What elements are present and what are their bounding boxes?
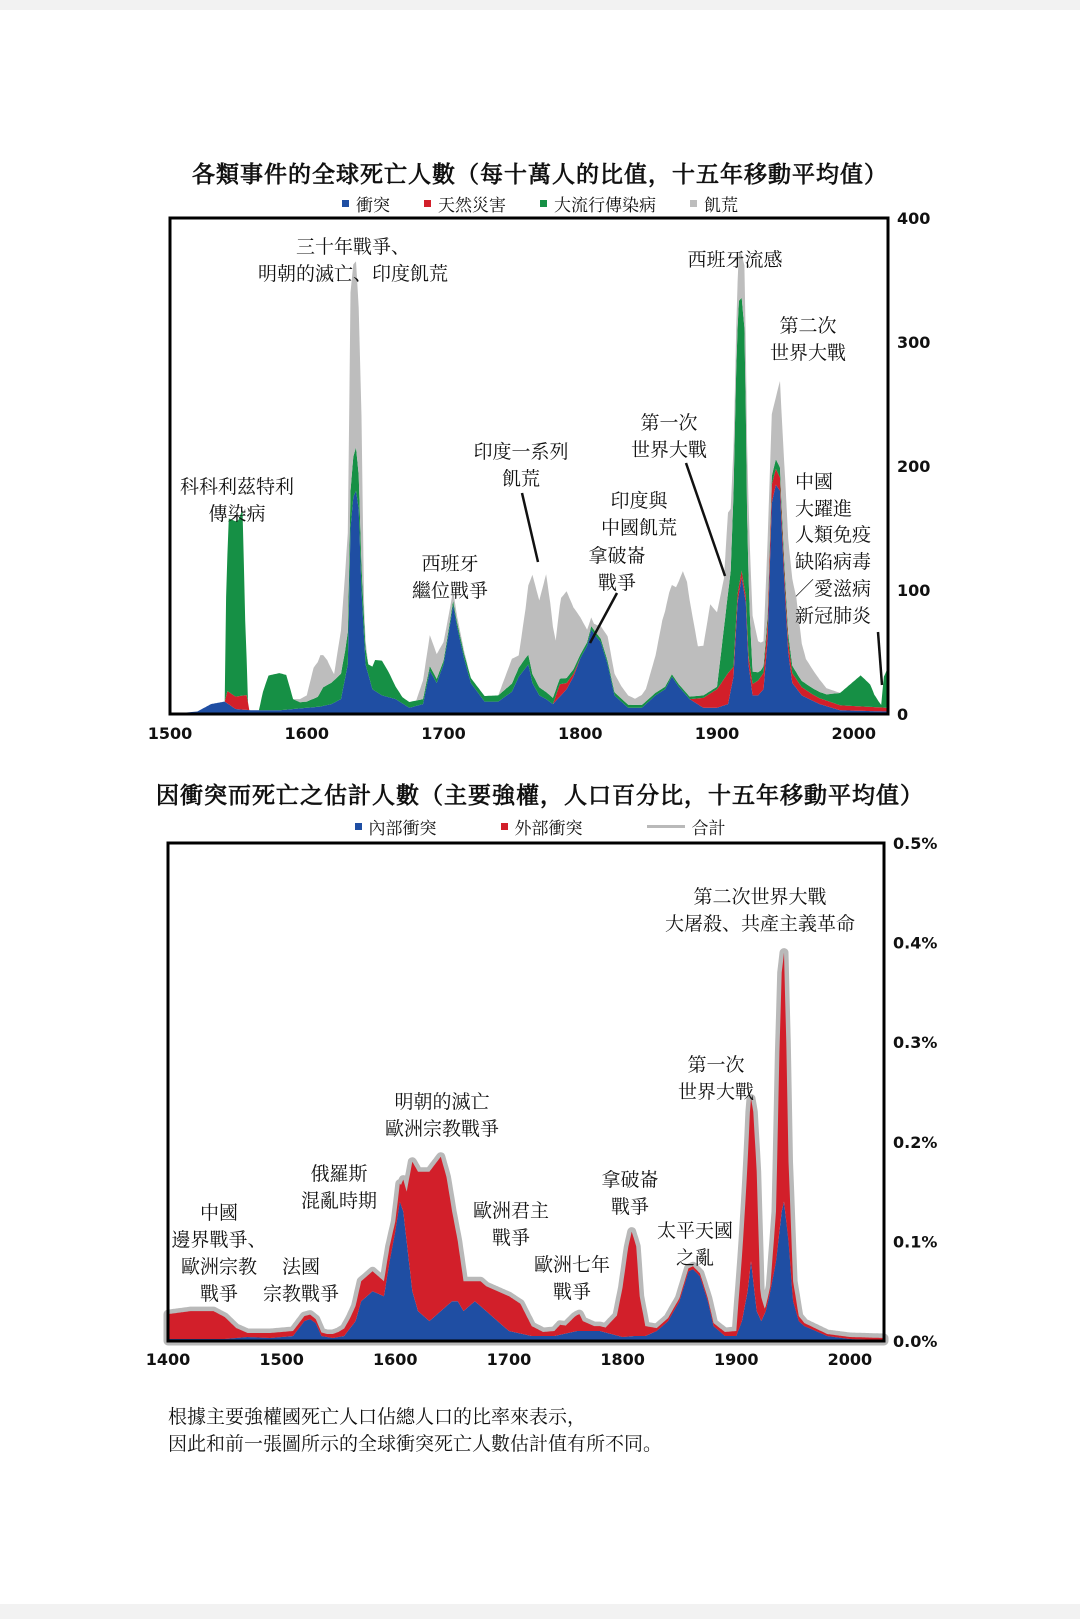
y-tick-label: 400 xyxy=(897,209,931,228)
annotation-label xyxy=(657,1220,733,1269)
annotation-line: 世界大戰 xyxy=(769,342,847,364)
annotation-line: 邊界戰爭、 xyxy=(171,1229,267,1251)
annotation-line: 之亂 xyxy=(675,1247,715,1269)
annotation-line: 宗教戰爭 xyxy=(262,1283,340,1305)
annotation-line: 中國飢荒 xyxy=(600,517,678,539)
annotation-line: 歐洲宗教 xyxy=(180,1256,258,1278)
x-tick-label: 1900 xyxy=(694,724,740,743)
page xyxy=(0,10,1080,1604)
y-tick-label: 300 xyxy=(897,333,931,352)
chart1-title: 各類事件的全球死亡人數（每十萬人的比值，十五年移動平均值） xyxy=(192,162,888,188)
annotation-line: 拿破崙 xyxy=(588,545,646,567)
y-tick-label: 100 xyxy=(897,581,931,600)
x-tick-label: 2000 xyxy=(831,724,877,743)
chart2-title: 因衝突而死亡之估計人數（主要強權，人口百分比，十五年移動平均值） xyxy=(156,783,924,809)
annotation-label xyxy=(263,1256,339,1305)
annotation-line: 俄羅斯 xyxy=(310,1163,368,1185)
annotation-line: 新冠肺炎 xyxy=(795,605,872,627)
annotation-line: 人類免疫 xyxy=(795,524,872,546)
annotation-line: 缺陷病毒 xyxy=(795,551,872,573)
legend-label: 外部衝突 xyxy=(514,819,583,839)
annotation-line: 明朝的滅亡 xyxy=(394,1091,490,1113)
annotation-label xyxy=(534,1254,610,1303)
annotation-line: 明朝的滅亡、印度飢荒 xyxy=(257,263,449,285)
annotation-line: ／愛滋病 xyxy=(795,578,872,600)
annotation-line: 戰爭 xyxy=(199,1283,239,1305)
x-tick-label: 1900 xyxy=(713,1350,759,1369)
annotation-label xyxy=(385,1091,499,1140)
annotation-line: 繼位戰爭 xyxy=(411,580,489,602)
x-tick-label: 1600 xyxy=(284,724,330,743)
annotation-line: 第二次 xyxy=(779,315,837,337)
annotation-line: 西班牙流感 xyxy=(687,249,783,271)
annotation-label xyxy=(301,1163,377,1212)
x-tick-label: 1500 xyxy=(259,1350,304,1369)
annotation-line: 中國 xyxy=(199,1202,239,1224)
x-tick-label: 1800 xyxy=(558,724,603,743)
annotation-line: 歐洲七年 xyxy=(533,1254,611,1276)
annotation-label xyxy=(473,1200,549,1249)
annotation-line: 歐洲宗教戰爭 xyxy=(384,1118,500,1140)
annotation-line: 世界大戰 xyxy=(630,439,708,461)
legend-label: 衝突 xyxy=(356,196,390,216)
annotation-label xyxy=(678,1054,754,1103)
annotation-line: 飢荒 xyxy=(501,468,541,490)
y-tick-label: 0.5% xyxy=(893,834,938,853)
annotation-line: 戰爭 xyxy=(491,1227,531,1249)
legend-label: 內部衝突 xyxy=(368,819,437,839)
annotation-line: 歐洲君主 xyxy=(472,1200,550,1222)
annotation-line: 中國 xyxy=(795,471,834,493)
annotation-line: 大躍進 xyxy=(795,498,853,520)
annotation-line: 戰爭 xyxy=(610,1196,650,1218)
legend-label: 合計 xyxy=(691,819,726,839)
annotation-label xyxy=(601,1169,658,1218)
annotation-label xyxy=(171,1202,266,1305)
footnote: 根據主要強權國死亡人口佔總人口的比率來表示， 因此和前一張圖所示的全球衝突死亡人數估計值有所不同。 xyxy=(168,1406,663,1455)
annotation-line: 印度一系列 xyxy=(473,441,569,463)
annotation-line: 三十年戰爭、 xyxy=(295,236,411,258)
annotation-line: 混亂時期 xyxy=(300,1190,378,1212)
annotation-line: 法國 xyxy=(281,1256,321,1278)
chart2-svg xyxy=(0,10,1080,1410)
x-tick-label: 1500 xyxy=(147,724,193,743)
y-tick-label: 0.2% xyxy=(893,1132,938,1152)
legend-label: 飢荒 xyxy=(704,196,738,216)
x-tick-label: 1700 xyxy=(486,1350,532,1369)
x-tick-label: 2000 xyxy=(827,1350,873,1369)
annotation-line: 大屠殺、共產主義革命 xyxy=(664,913,856,935)
y-tick-label: 0.0% xyxy=(893,1332,938,1351)
annotation-line: 傳染病 xyxy=(208,503,266,525)
x-tick-label: 1800 xyxy=(600,1350,645,1369)
annotation-line: 拿破崙 xyxy=(601,1169,659,1191)
annotation-line: 第一次 xyxy=(640,412,698,434)
y-tick-label: 0.4% xyxy=(893,933,938,953)
annotation-line: 第一次 xyxy=(687,1054,745,1076)
annotation-line: 戰爭 xyxy=(597,572,637,594)
x-tick-label: 1600 xyxy=(373,1350,418,1369)
y-tick-label: 0.1% xyxy=(893,1232,938,1252)
annotation-line: 戰爭 xyxy=(552,1281,592,1303)
y-tick-label: 0.3% xyxy=(893,1033,938,1053)
annotation-line: 科科利茲特利 xyxy=(179,476,295,498)
annotation-line: 太平天國 xyxy=(656,1220,734,1242)
annotation-line: 印度與 xyxy=(610,490,668,512)
annotation-label xyxy=(665,886,855,935)
annotation-line: 西班牙 xyxy=(421,553,479,575)
annotation-line: 第二次世界大戰 xyxy=(693,886,827,908)
legend-label: 大流行傳染病 xyxy=(554,196,656,216)
annotation-line: 世界大戰 xyxy=(677,1081,755,1103)
legend-label: 天然災害 xyxy=(438,196,506,216)
x-tick-label: 1700 xyxy=(421,724,466,743)
y-tick-label: 200 xyxy=(897,457,931,476)
y-tick-label: 0 xyxy=(897,705,909,724)
x-tick-label: 1400 xyxy=(145,1350,191,1369)
